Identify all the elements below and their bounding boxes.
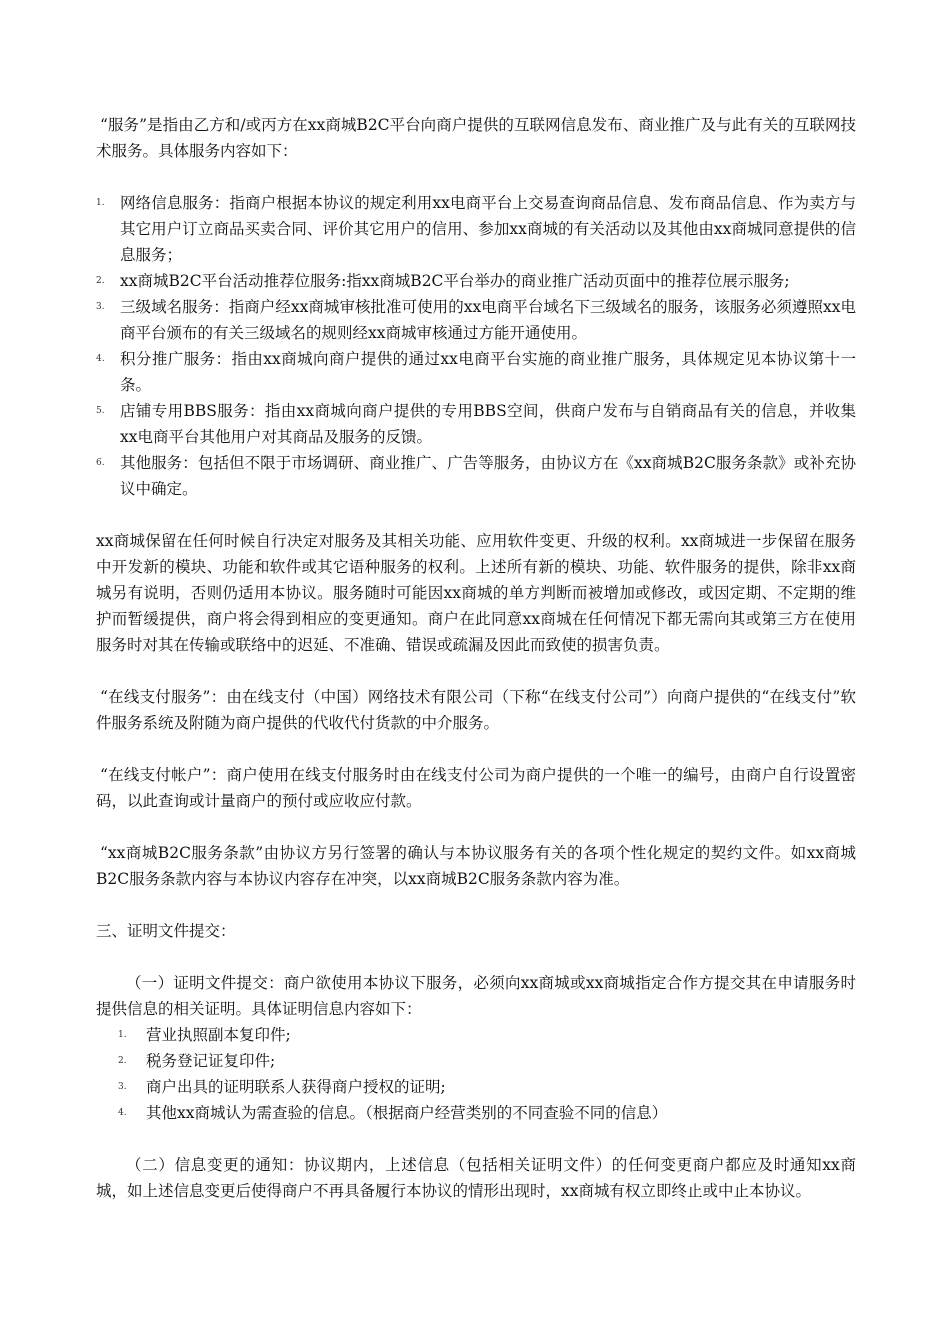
list-item	[96, 1074, 856, 1100]
list-number: 4.	[96, 354, 105, 364]
service-definition: “服务”是指由乙方和/或丙方在xx商城B2C平台向商户提供的互联网信息发布、商业推广及与此有关的互联网技术服务。具体服务内容如下：	[96, 116, 856, 160]
list-number: 6.	[96, 458, 105, 468]
list-item	[96, 294, 856, 346]
list-text: 其他xx商城认为需查验的信息。（根据商户经营类别的不同查验不同的信息）	[146, 1104, 668, 1122]
list-number: 1.	[118, 1030, 127, 1040]
list-number: 2.	[96, 276, 105, 286]
b2c-terms-paragraph: “xx商城B2C服务条款”由协议方另行签署的确认与本协议服务有关的各项个性化规定的契约文件。如xx商城B2C服务条款内容与本协议内容存在冲突，以xx商城B2C服务条款内容为准。	[96, 844, 856, 888]
list-text: 店铺专用BBS服务：指由xx商城向商户提供的专用BBS空间，供商户发布与自销商品有关的信息，并收集xx电商平台其他用户对其商品及服务的反馈。	[120, 402, 856, 446]
list-item	[96, 1022, 856, 1048]
list-item	[96, 1048, 856, 1074]
change-notice-paragraph: （二）信息变更的通知：协议期内，上述信息（包括相关证明文件）的任何变更商户都应及时通知xx商城，如上述信息变更后使得商户不再具备履行本协议的情形出现时，xx商城有权立即终止或中止本协议。	[96, 1156, 856, 1200]
list-text: 营业执照副本复印件;	[146, 1026, 291, 1044]
list-text: xx商城B2C平台活动推荐位服务:指xx商城B2C平台举办的商业推广活动页面中的推荐位展示服务;	[120, 272, 790, 290]
list-text: 三级域名服务：指商户经xx商城审核批准可使用的xx电商平台域名下三级域名的服务，该服务必须遵照xx电商平台颁布的有关三级域名的规则经xx商城审核通过方能开通使用。	[120, 298, 856, 342]
reserve-paragraph: xx商城保留在任何时候自行决定对服务及其相关功能、应用软件变更、升级的权利。xx商城进一步保留在服务中开发新的模块、功能和软件或其它语种服务的权利。上述所有新的模块、功能、软件服务的提供，除非xx商城另有说明，否则仍适用本协议。服务随时可能因xx商城的单方判断而被增加或修改，或因定期、不定期的维护而暂缓提供，商户将会得到相应的变更通知。商户在此同意xx商城在任何情况下都无需向其或第三方在使用服务时对其在传输或联络中的迟延、不准确、错误或疏漏及因此而致使的损害负责。	[96, 532, 856, 654]
list-number: 4.	[118, 1108, 127, 1118]
list-item	[96, 190, 856, 268]
list-text: 税务登记证复印件;	[146, 1052, 276, 1070]
list-item	[96, 1100, 856, 1126]
document-page	[96, 112, 856, 1204]
list-text: 其他服务：包括但不限于市场调研、商业推广、广告等服务，由协议方在《xx商城B2C服务条款》或补充协议中确定。	[120, 454, 856, 498]
online-pay-account-paragraph: “在线支付帐户”：商户使用在线支付服务时由在线支付公司为商户提供的一个唯一的编号，由商户自行设置密码，以此查询或计量商户的预付或应收应付款。	[96, 766, 856, 810]
list-text: 积分推广服务：指由xx商城向商户提供的通过xx电商平台实施的商业推广服务，具体规定见本协议第十一条。	[120, 350, 856, 394]
list-text: 网络信息服务：指商户根据本协议的规定利用xx电商平台上交易查询商品信息、发布商品信息、作为卖方与其它用户订立商品买卖合同、评价其它用户的信用、参加xx商城的有关活动以及其他由xx商城同意提供的信息服务；	[120, 194, 856, 264]
cert-paragraph: （一）证明文件提交：商户欲使用本协议下服务，必须向xx商城或xx商城指定合作方提交其在申请服务时提供信息的相关证明。具体证明信息内容如下：	[96, 974, 856, 1018]
list-number: 3.	[96, 302, 105, 312]
list-text: 商户出具的证明联系人获得商户授权的证明;	[146, 1078, 446, 1096]
list-number: 1.	[96, 198, 105, 208]
list-item	[96, 398, 856, 450]
service-list	[96, 190, 856, 502]
list-item	[96, 346, 856, 398]
list-item	[96, 268, 856, 294]
section-heading: 三、证明文件提交：	[96, 922, 236, 940]
online-pay-service-paragraph: “在线支付服务”：由在线支付（中国）网络技术有限公司（下称“在线支付公司”）向商户提供的“在线支付”软件服务系统及附随为商户提供的代收代付货款的中介服务。	[96, 688, 856, 732]
cert-list	[96, 1022, 856, 1126]
list-item	[96, 450, 856, 502]
list-number: 3.	[118, 1082, 127, 1092]
list-number: 2.	[118, 1056, 127, 1066]
list-number: 5.	[96, 406, 105, 416]
